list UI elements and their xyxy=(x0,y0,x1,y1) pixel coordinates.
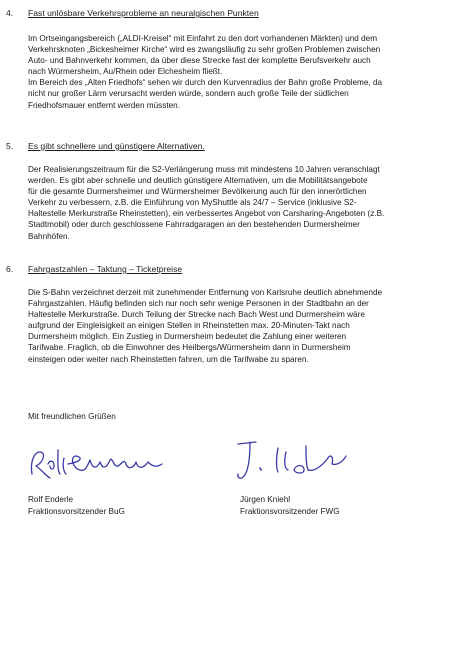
section-paragraph xyxy=(28,33,433,111)
paragraph-line: Durmersheim möglich. Ein Zustieg in Durmersheim bedeutet die Zahlung einer weiteren xyxy=(28,332,347,342)
paragraph-line: für die gesamte Durmersheimer und Würmersheimer Bevölkerung auch für den innerörtlichen xyxy=(28,187,367,197)
closing-salutation: Mit freundlichen Grüßen xyxy=(28,412,116,421)
signatory-enderle xyxy=(28,494,125,517)
paragraph-line: nicht nur großer Lärm verursacht werden würde, sondern auch große Teile der südlichen xyxy=(28,89,349,99)
paragraph-line: Tarifwabe. Fraglich, ob die Einwohner des Heilbergs/Würmersheim dann in Durmersheim xyxy=(28,343,351,353)
section-number: 4. xyxy=(6,8,14,18)
paragraph-line: Verkehr zu verbessern, z.B. die Einführung von MyShuttle als 24/7 – Service (inklusive S2- xyxy=(28,198,357,208)
paragraph-line: Haltestelle Merkurstraße Rheinstetten), ein verbessertes Angebot von Carsharing-Angeboten (z.B. xyxy=(28,209,385,219)
section-number: 6. xyxy=(6,264,14,274)
paragraph-line: Fahrgastzahlen. Häufig befinden sich nur noch sehr wenige Personen in der Stadtbahn an der xyxy=(28,299,369,309)
signatory-name: Rolf Enderle xyxy=(28,495,74,504)
paragraph-line: Im Bereich des „Alten Friedhofs“ sehen wir durch den Kurvenradius der Bahn große Probleme, da xyxy=(28,78,383,88)
paragraph-line: einsteigen oder weiter nach Rheinstetten fahren, um die Tarifwabe zu sparen. xyxy=(28,354,309,364)
paragraph-line: nach Würmersheim, Au/Rhein oder Elchesheim fließt. xyxy=(28,67,223,77)
paragraph-line: Der Realisierungszeitraum für die S2-Verlängerung muss mit mindestens 10 Jahren veranschlagt xyxy=(28,165,380,174)
signatory-role: Fraktionsvorsitzender BuG xyxy=(28,506,125,516)
paragraph-line: Friedhofsmauer entfernt werden müssten. xyxy=(28,100,180,110)
signatory-name: Jürgen Kniehl xyxy=(240,495,291,504)
paragraph-line: Bahnhöfen. xyxy=(28,231,70,241)
section-title: Fahrgastzahlen – Taktung – Ticketpreise xyxy=(28,264,183,274)
section-paragraph xyxy=(28,164,433,242)
section-paragraph xyxy=(28,287,433,365)
signatory-role: Fraktionsvorsitzender FWG xyxy=(240,506,340,516)
paragraph-line: Auto- und Bahnverkehr kommen, da über diese Strecke fast der komplette Berufsverkehr auch xyxy=(28,56,371,66)
paragraph-line: Die S-Bahn verzeichnet derzeit mit zunehmender Entfernung von Karlsruhe deutlich abnehmende xyxy=(28,288,383,297)
signatory-kniehl xyxy=(240,494,340,517)
paragraph-line: Im Ortseingangsbereich („ALDI-Kreisel“ mit Einfahrt zu den dort vorhandenen Märkten) und dem xyxy=(28,34,378,43)
signature-kniehl xyxy=(234,438,349,490)
paragraph-line: werden. Es gibt aber schnelle und deutlich günstigere Alternativen, um die Mobilitätsangebote xyxy=(28,176,368,186)
paragraph-line: Verkehrsknoten „Bickesheimer Kirche“ wird es zwangsläufig zu sehr großen Problemen zwischen xyxy=(28,45,381,55)
section-number: 5. xyxy=(6,141,14,151)
section-title: Es gibt schnellere und günstigere Alternativen. xyxy=(28,141,205,151)
signature-enderle xyxy=(24,444,169,484)
paragraph-line: Haltestelle Merkurstraße. Durch Teilung der Strecke nach Bach West und Durmersheim wäre xyxy=(28,310,365,320)
paragraph-line: Stadtmobil) oder durch geschlossene Fahrradgaragen an den bestehenden Durmersheimer xyxy=(28,220,360,230)
paragraph-line: aufgrund der Eingleisigkeit an einigen Stellen in Rheinstetten max. 20-Minuten-Takt nach xyxy=(28,321,350,331)
section-title: Fast unlösbare Verkehrsprobleme an neuralgischen Punkten xyxy=(28,8,259,18)
